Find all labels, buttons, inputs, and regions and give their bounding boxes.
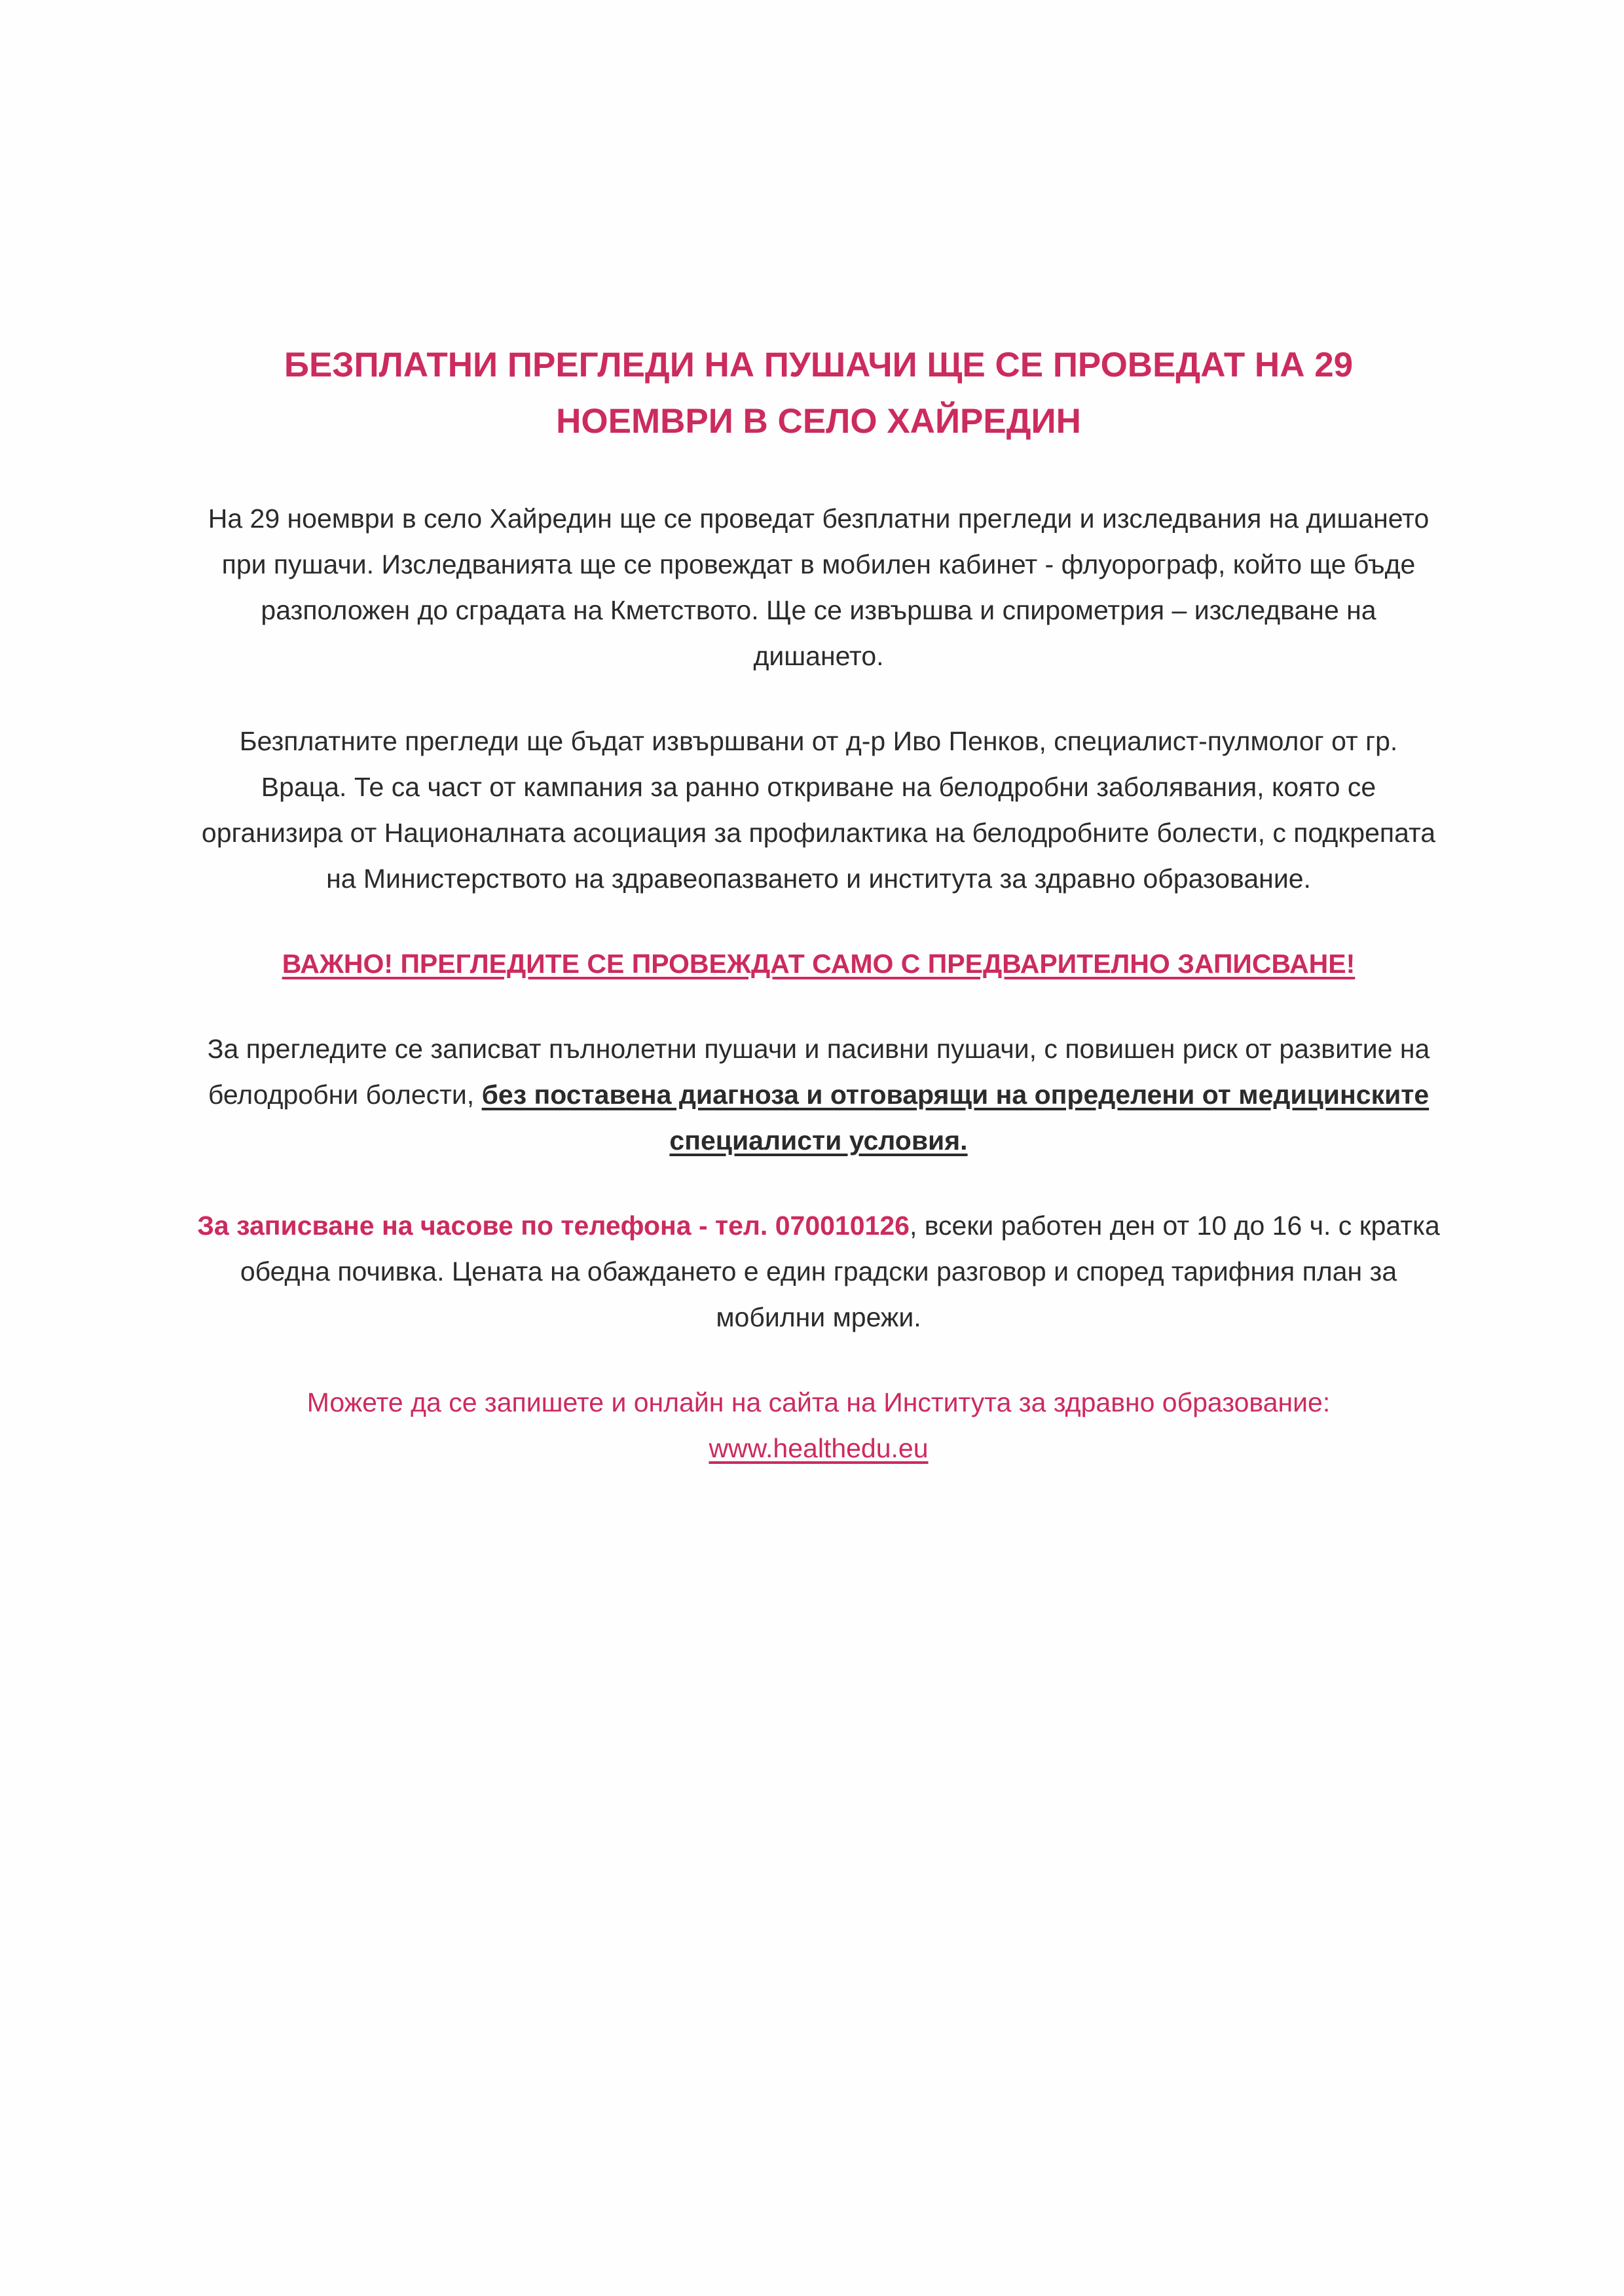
important-notice: ВАЖНО! ПРЕГЛЕДИТЕ СЕ ПРОВЕЖДАТ САМО С ПРЕДВАРИТЕЛНО ЗАПИСВАНЕ!	[282, 949, 1356, 979]
online-registration	[196, 1379, 1441, 1471]
paragraph-eligibility	[196, 1026, 1441, 1163]
online-text: Можете да се запишете и онлайн на сайта на Института за здравно образование:	[306, 1387, 1331, 1417]
eligibility-emphasis: без поставена диагноза и отговарящи на определени от медицинските специалисти условия.	[481, 1080, 1430, 1156]
eligibility-text: За прегледите се записват пълнолетни пушачи и пасивни пушачи, с повишен риск от развитие на белодробни болести,	[207, 1034, 1430, 1110]
document-title: БЕЗПЛАТНИ ПРЕГЛЕДИ НА ПУШАЧИ ЩЕ СЕ ПРОВЕДАТ НА 29 НОЕМВРИ В СЕЛО ХАЙРЕДИН	[284, 346, 1354, 441]
paragraph-phone	[196, 1203, 1441, 1340]
paragraph-doctor: Безплатните прегледи ще бъдат извършвани от д-р Иво Пенков, специалист-пулмолог от гр. Враца. Те са част от кампания за ранно откриване на белодробни заболявания, която се организира от Националната асоциация за профилактика на белодробните болести, с подкрепата на Министерството на здравеопазването и института за здравно образование.	[201, 726, 1436, 894]
website-link[interactable]: www.healthedu.eu	[709, 1433, 929, 1463]
phone-label: За записване на часове по телефона - тел. 070010126	[197, 1211, 910, 1241]
paragraph-intro: На 29 ноември в село Хайредин ще се проведат безплатни прегледи и изследвания на дишането при пушачи. Изследванията ще се провеждат в мобилен кабинет - флуорограф, който ще бъде разположен до сградата на Кметството. Ще се извършва и спирометрия – изследване на дишането.	[208, 503, 1430, 671]
phone-details: , всеки работен ден от 10 до 16 ч. с кратка обедна почивка. Цената на обаждането е един градски разговор и според тарифния план за мобилни мрежи.	[240, 1211, 1440, 1332]
document-content	[196, 337, 1441, 1471]
